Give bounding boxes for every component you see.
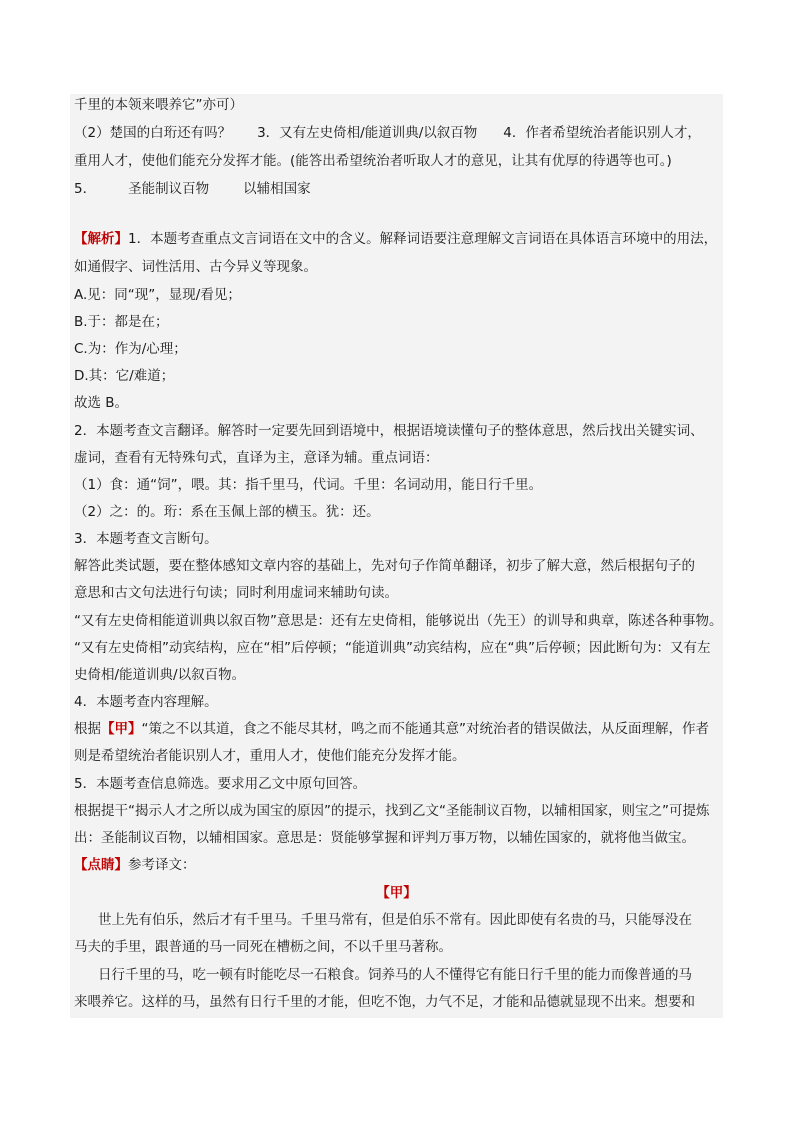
tip-label: 【点睛】 [74,857,128,873]
answer-5-number: 5． [74,181,97,197]
text-line: 2．本题考查文言翻译。解答时一定要先回到语境中，根据语境读懂句子的整体意思，然后找出关键实词、 [74,423,704,439]
text-line: 世上先有伯乐，然后才有千里马。千里马常有，但是伯乐不常有。因此即使有名贵的马，只能辱没在 [98,912,692,928]
text-line: 千里的本领来喂养它”亦可） [74,97,243,113]
text-line: 解答此类试题，要在整体感知文章内容的基础上，先对句子作简单翻译，初步了解大意，然后根据句子的 [74,558,695,574]
text-line: A.见：同“现”，显现/看见； [74,287,241,303]
text-line: 出：圣能制议百物，以辅相国家。意思是：贤能够掌握和评判万事万物，以辅佐国家的，就将他当做宝。 [74,830,695,846]
analysis-line [74,230,717,248]
text-line: 根据提干“揭示人才之所以成为国宝的原因”的提示，找到乙文“圣能制议百物，以辅相国家，则宝之”可提炼 [74,803,710,819]
text-line: （1）食：通“饲”，喂。其：指千里马，代词。千里：名词动用，能日行千里。 [74,477,543,493]
text-line: C.为：作为/心理； [74,341,187,357]
text-line: （2）之：的。珩：系在玉佩上部的横玉。犹：还。 [74,504,380,520]
text-line: 日行千里的马，吃一顿有时能吃尽一石粮食。饲养马的人不懂得它有能日行千里的能力而像普通的马 [98,967,692,983]
text-line: 4．本题考查内容理解。 [74,694,218,710]
analysis-line: 根据【甲】“策之不以其道，食之不能尽其材，鸣之而不能通其意”对统治者的错误做法，从反面理解，作者 [74,721,709,737]
text-line: 马夫的手里，跟普通的马一同死在槽枥之间，不以千里马著称。 [74,939,452,955]
answer-5b: 以辅相国家 [243,181,311,197]
analysis-text: 1．本题考查重点文言词语在文中的含义。解释词语要注意理解文言词语在具体语言环境中的用法， [128,231,718,247]
answer-2: （2）楚国的白珩还有吗？ [74,125,232,141]
text-line: 史倚相/能道训典/以叙百物。 [74,667,246,683]
text-line: 则是希望统治者能识别人才，重用人才，使他们能充分发挥才能。 [74,748,466,764]
text-line: “又有左史倚相”动宾结构，应在“相”后停顿；“能道训典”动宾结构，应在“典”后停顿；因此断句为：又有左 [74,640,711,656]
text-line: “又有左史倚相能道训典以叙百物”意思是：还有左史倚相，能够说出（先王）的训导和典章，陈述各种事物。 [74,613,723,629]
translation-heading: 【甲】 [376,885,417,901]
tip-line: 【点睛】参考译文： [74,857,196,873]
text-line: 来喂养它。这样的马，虽然有日行千里的才能，但吃不饱，力气不足，才能和品德就显现不出来。想要和 [74,994,695,1010]
text-line: 重用人才，使他们能充分发挥才能。(能答出希望统治者听取人才的意见，让其有优厚的待遇等也可。) [74,153,672,169]
text-line: 5．本题考查信息筛选。要求用乙文中原句回答。 [74,776,367,792]
text-line: D.其：它/难道； [74,368,175,384]
answer-line [74,124,701,142]
text-line: B.于：都是在； [74,314,169,330]
text-line: 如通假字、词性活用、古今异义等现象。 [74,259,317,275]
answer-3: 3．又有左史倚相/能道训典/以叙百物 [257,125,478,141]
text-line: 意思和古文句法进行句读；同时利用虚词来辅助句读。 [74,585,398,601]
analysis-label: 【解析】 [74,231,128,247]
text-line: 故选 B。 [74,395,129,411]
answer-line [74,180,311,198]
text-line: 虚词，查看有无特殊句式，直译为主，意译为辅。重点词语： [74,450,439,466]
text-line: 3．本题考查文言断句。 [74,531,218,547]
section-jia-label: 【甲】 [101,721,142,737]
answer-4: 4．作者希望统治者能识别人才， [503,125,701,141]
answer-5a: 圣能制议百物 [128,181,210,197]
